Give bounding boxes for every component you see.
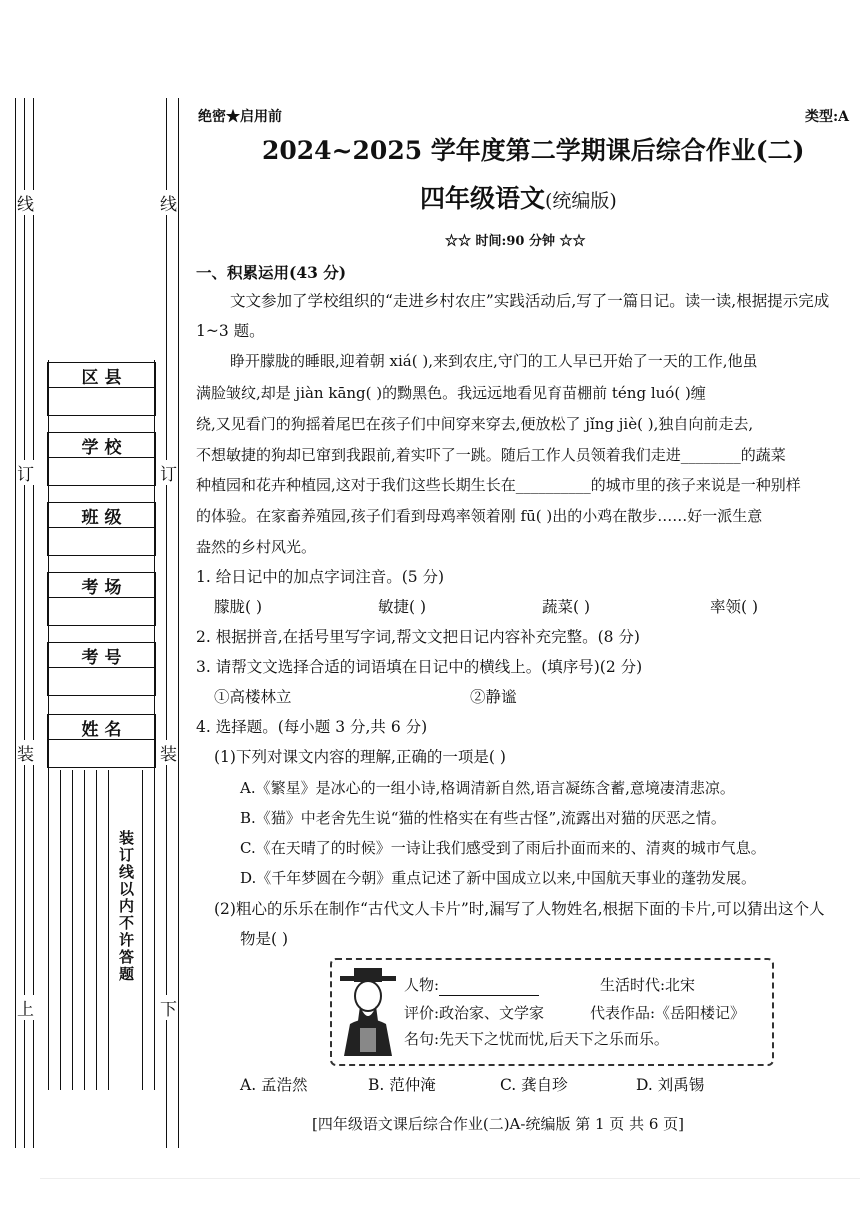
- q4-sub2-option: A. 孟浩然: [240, 1076, 308, 1094]
- margin-char-down: 下: [160, 995, 177, 1020]
- margin-char-line: 线: [17, 190, 34, 215]
- diary-line: 盎然的乡村风光。: [196, 538, 317, 556]
- question-1: 1. 给日记中的加点字词注音。(5 分): [196, 568, 445, 586]
- question-4: 4. 选择题。(每小题 3 分,共 6 分): [196, 718, 428, 736]
- secret-mark: 绝密★启用前: [198, 109, 282, 125]
- margin-char-bind: 订: [160, 460, 177, 485]
- question-3: 3. 请帮文文选择合适的词语填在日记中的横线上。(填序号)(2 分): [196, 658, 643, 676]
- diary-line: 睁开朦胧的睡眼,迎着朝 xiá( ),来到农庄,守门的工人早已开始了一天的工作,他虽: [230, 352, 758, 370]
- portrait-icon: [336, 966, 400, 1056]
- margin-char-line: 线: [160, 190, 177, 215]
- card-quote: 名句:先天下之忧而忧,后天下之乐而乐。: [404, 1030, 669, 1048]
- card-evaluation: 评价:政治家、文学家: [404, 1004, 545, 1022]
- q1-item[interactable]: 敏捷( ): [378, 598, 427, 616]
- diary-line: 种植园和花卉种植园,这对于我们这些长期生长在__________的城市里的孩子来说是一种别样: [196, 476, 801, 494]
- q4-sub1-option: A.《繁星》是冰心的一组小诗,格调清新自然,语言凝练含蓄,意境凄清悲凉。: [240, 779, 735, 797]
- margin-char-fix: 装: [17, 740, 34, 765]
- q3-option: ①高楼林立: [214, 688, 292, 706]
- binding-line: [24, 98, 25, 1148]
- q1-item[interactable]: 率领( ): [710, 598, 759, 616]
- bottom-divider: [40, 1178, 860, 1179]
- field-exam-room[interactable]: [47, 572, 156, 626]
- field-label: 考 场: [48, 573, 155, 598]
- binding-note: 装订线以内不许答题: [117, 830, 135, 983]
- q3-option: ②静谧: [470, 688, 517, 706]
- field-name[interactable]: [47, 714, 156, 768]
- time-limit: ☆☆ 时间:90 分钟 ☆☆: [445, 234, 586, 249]
- q4-sub1-option: B.《猫》中老舍先生说“猫的性格实在有些古怪”,流露出对猫的厌恶之情。: [240, 809, 726, 827]
- field-label: 考 号: [48, 643, 155, 668]
- page-footer: [四年级语文课后综合作业(二)A-统编版 第 1 页 共 6 页]: [312, 1115, 685, 1133]
- field-exam-number[interactable]: [47, 642, 156, 696]
- field-class[interactable]: [47, 502, 156, 556]
- q4-sub2: (2)粗心的乐乐在制作“古代文人卡片”时,漏写了人物姓名,根据下面的卡片,可以猜出这个人: [214, 900, 825, 918]
- field-district[interactable]: [47, 362, 156, 416]
- q1-item[interactable]: 朦胧( ): [214, 598, 263, 616]
- subject-title: 四年级语文(统编版): [420, 184, 617, 213]
- margin-char-fix: 装: [160, 740, 177, 765]
- q4-sub2-option: C. 龚自珍: [500, 1076, 568, 1094]
- card-work: 代表作品:《岳阳楼记》: [590, 1004, 746, 1022]
- q4-sub1[interactable]: (1)下列对课文内容的理解,正确的一项是( ): [214, 748, 506, 766]
- card-person: 人物:: [404, 974, 539, 996]
- q4-sub1-option: D.《千年梦圆在今朝》重点记述了新中国成立以来,中国航天事业的蓬勃发展。: [240, 869, 757, 887]
- field-label: 班 级: [48, 503, 155, 528]
- binding-line: [15, 98, 16, 1148]
- margin-char-bind: 订: [17, 460, 34, 485]
- margin-char-up: 上: [17, 995, 34, 1020]
- paper-type: 类型:A: [805, 109, 850, 125]
- q1-item[interactable]: 蔬菜( ): [542, 598, 591, 616]
- field-label: 姓 名: [48, 715, 155, 740]
- literati-card: [330, 958, 774, 1066]
- intro-line: 1~3 题。: [196, 322, 265, 340]
- binding-line: [178, 98, 179, 1148]
- q4-sub1-option: C.《在天晴了的时候》一诗让我们感受到了雨后扑面而来的、清爽的城市气息。: [240, 839, 766, 857]
- card-era: 生活时代:北宋: [600, 976, 696, 994]
- page-title: 2024~2025 学年度第二学期课后综合作业(二): [262, 136, 805, 165]
- binding-line: [166, 98, 167, 1148]
- section-heading: 一、积累运用(43 分): [196, 263, 347, 282]
- field-school[interactable]: [47, 432, 156, 486]
- intro-line: 文文参加了学校组织的“走进乡村农庄”实践活动后,写了一篇日记。读一读,根据提示完成: [230, 292, 830, 310]
- diary-line: 的体验。在家畜养殖园,孩子们看到母鸡率领着刚 fū( )出的小鸡在散步……好一派生意: [196, 507, 763, 525]
- q4-sub2-option: B. 范仲淹: [368, 1076, 436, 1094]
- diary-line: 绕,又见看门的狗摇着尾巴在孩子们中间穿来穿去,便放松了 jǐng jiè( ),独自向前走去,: [196, 415, 754, 433]
- question-2: 2. 根据拼音,在括号里写字词,帮文文把日记内容补充完整。(8 分): [196, 628, 640, 646]
- diary-line: 不想敏捷的狗却已窜到我跟前,着实吓了一跳。随后工作人员领着我们走进________的蔬菜: [196, 446, 786, 464]
- field-label: 学 校: [48, 433, 155, 458]
- binding-line: [33, 98, 34, 1148]
- field-label: 区 县: [48, 363, 155, 388]
- q4-sub2[interactable]: 物是( ): [240, 930, 289, 948]
- q4-sub2-option: D. 刘禹锡: [636, 1076, 705, 1094]
- diary-line: 满脸皱纹,却是 jiàn kāng( )的黝黑色。我远远地看见育苗棚前 téng luó( )缠: [196, 384, 706, 402]
